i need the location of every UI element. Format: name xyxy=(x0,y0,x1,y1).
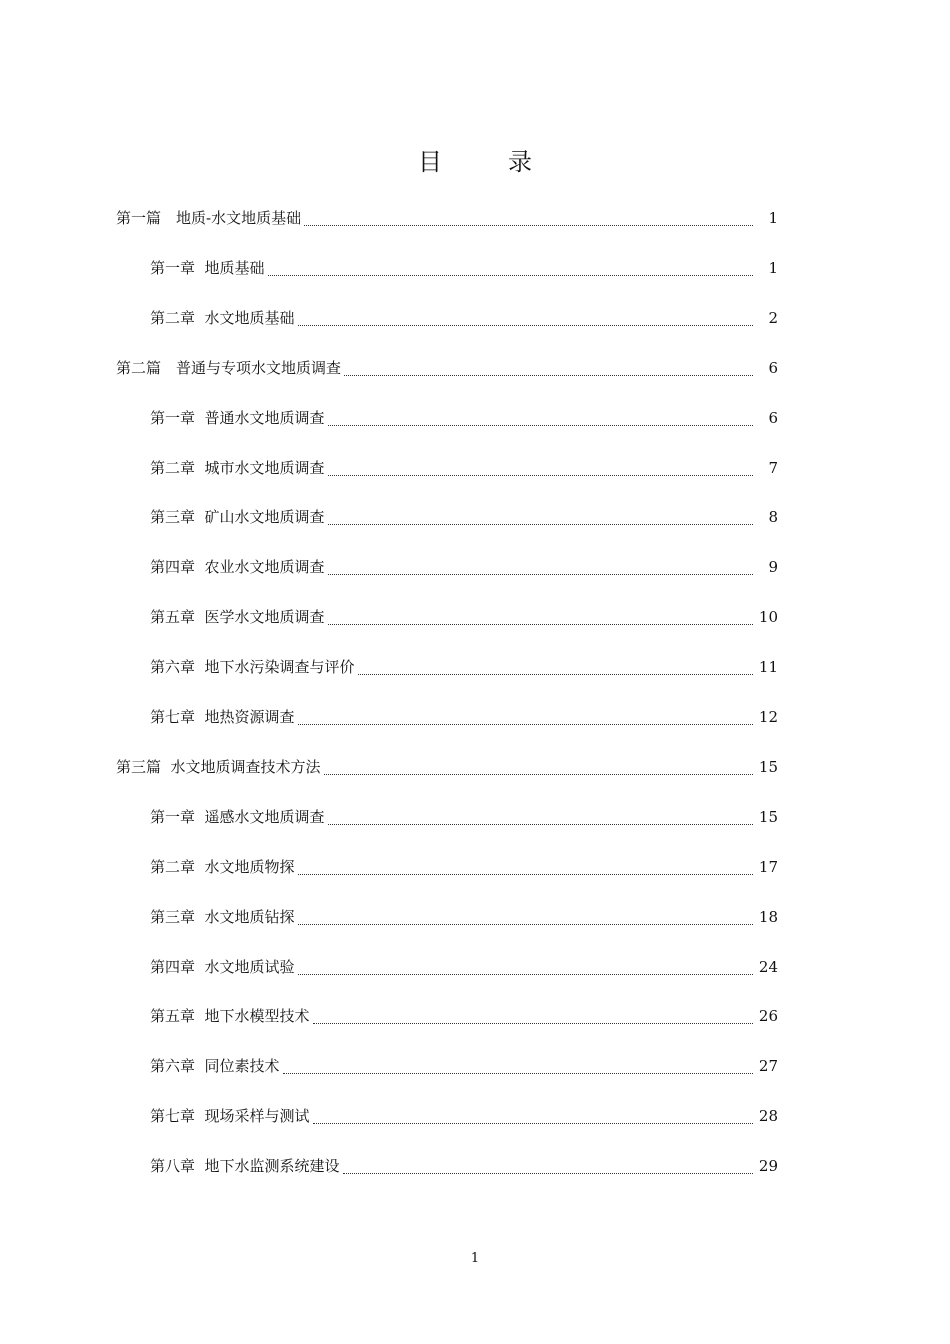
toc-part-entry[interactable] xyxy=(116,752,778,782)
toc-entry-label: 第六章 地下水污染调查与评价 xyxy=(150,658,355,677)
toc-entry-page: 6 xyxy=(768,358,778,377)
toc-chapter-entry[interactable] xyxy=(150,652,778,682)
toc-entry-page: 1 xyxy=(768,209,778,227)
toc-part-entry[interactable] xyxy=(116,353,778,383)
toc-entry-label: 第五章 地下水模型技术 xyxy=(150,1007,310,1026)
toc-entry-page: 18 xyxy=(758,907,778,926)
toc-dot-leader xyxy=(328,405,753,426)
toc-entry-label: 第一章 地质基础 xyxy=(150,258,265,277)
toc-title-char-1: 目 xyxy=(418,148,442,176)
toc-dot-leader xyxy=(343,1153,753,1174)
toc-dot-leader xyxy=(298,704,753,725)
toc-chapter-entry[interactable] xyxy=(150,1001,778,1031)
toc-entry-label: 第二章 水文地质物探 xyxy=(150,857,295,876)
toc-entry-page: 9 xyxy=(768,558,778,577)
toc-dot-leader xyxy=(328,554,753,575)
toc-entry-page: 6 xyxy=(768,408,778,427)
toc-entry-page: 15 xyxy=(758,757,778,776)
toc-entry-label: 第八章 地下水监测系统建设 xyxy=(150,1157,340,1176)
toc-chapter-entry[interactable] xyxy=(150,403,778,433)
toc-title xyxy=(0,146,950,178)
toc-chapter-entry[interactable] xyxy=(150,602,778,632)
toc-entry-label: 第二章 水文地质基础 xyxy=(150,308,295,327)
toc-dot-leader xyxy=(298,854,753,875)
toc-entry-page: 24 xyxy=(758,957,778,976)
toc-entry-label: 第三章 矿山水文地质调查 xyxy=(150,508,325,527)
toc-entry-label: 第四章 水文地质试验 xyxy=(150,957,295,976)
toc-entry-label: 第四章 农业水文地质调查 xyxy=(150,558,325,577)
toc-dot-leader xyxy=(298,954,753,975)
toc-entry-page: 8 xyxy=(768,508,778,527)
toc-entry-page: 26 xyxy=(758,1007,778,1026)
toc-entry-label: 第二章 城市水文地质调查 xyxy=(150,458,325,477)
toc-entry-page: 10 xyxy=(758,608,778,627)
toc-chapter-entry[interactable] xyxy=(150,253,778,283)
toc-chapter-entry[interactable] xyxy=(150,303,778,333)
toc-chapter-entry[interactable] xyxy=(150,952,778,982)
toc-title-char-2: 录 xyxy=(508,148,532,176)
toc-entry-page: 27 xyxy=(758,1057,778,1076)
toc-dot-leader xyxy=(358,654,753,675)
toc-chapter-entry[interactable] xyxy=(150,702,778,732)
toc-chapter-entry[interactable] xyxy=(150,852,778,882)
toc-chapter-entry[interactable] xyxy=(150,1101,778,1131)
toc-entry-page: 2 xyxy=(768,308,778,327)
toc-chapter-entry[interactable] xyxy=(150,1051,778,1081)
toc-dot-leader xyxy=(298,904,753,925)
toc-chapter-entry[interactable] xyxy=(150,902,778,932)
toc-entry-page: 17 xyxy=(758,857,778,876)
toc-entry-page: 28 xyxy=(758,1107,778,1126)
toc-dot-leader xyxy=(328,804,753,825)
toc-dot-leader xyxy=(313,1003,753,1024)
toc-entry-page: 15 xyxy=(758,807,778,826)
toc-entry-label: 第一篇 地质-水文地质基础 xyxy=(116,209,302,227)
toc-entry-label: 第五章 医学水文地质调查 xyxy=(150,608,325,627)
toc-entry-page: 11 xyxy=(758,658,778,677)
toc-entry-page: 7 xyxy=(768,458,778,477)
toc-entry-label: 第二篇 普通与专项水文地质调查 xyxy=(116,358,342,377)
toc-chapter-entry[interactable] xyxy=(150,802,778,832)
toc-chapter-entry[interactable] xyxy=(150,552,778,582)
toc-dot-leader xyxy=(328,504,753,525)
toc-dot-leader xyxy=(324,754,753,775)
toc-entry-label: 第六章 同位素技术 xyxy=(150,1057,280,1076)
toc-entry-page: 12 xyxy=(758,708,778,726)
toc-entry-label: 第三篇 水文地质调查技术方法 xyxy=(116,757,321,776)
toc-entry-page: 1 xyxy=(768,258,778,277)
toc-chapter-entry[interactable] xyxy=(150,453,778,483)
toc-dot-leader xyxy=(328,604,753,625)
toc-dot-leader xyxy=(344,355,753,376)
toc-entry-page: 29 xyxy=(758,1157,778,1176)
toc-entry-label: 第一章 普通水文地质调查 xyxy=(150,408,325,427)
toc-entry-label: 第一章 遥感水文地质调查 xyxy=(150,807,325,826)
toc-dot-leader xyxy=(283,1053,753,1074)
toc-dot-leader xyxy=(268,255,753,276)
toc-chapter-entry[interactable] xyxy=(150,1151,778,1181)
toc-chapter-entry[interactable] xyxy=(150,502,778,532)
page-number: 1 xyxy=(470,1251,480,1266)
toc-dot-leader xyxy=(298,305,753,326)
toc-entry-label: 第三章 水文地质钻探 xyxy=(150,907,295,926)
toc-dot-leader xyxy=(304,205,753,226)
toc-dot-leader xyxy=(328,455,753,476)
toc-dot-leader xyxy=(313,1103,753,1124)
toc-entry-label: 第七章 地热资源调查 xyxy=(150,708,295,726)
toc-entry-label: 第七章 现场采样与测试 xyxy=(150,1107,310,1126)
toc-part-entry[interactable] xyxy=(116,203,778,233)
